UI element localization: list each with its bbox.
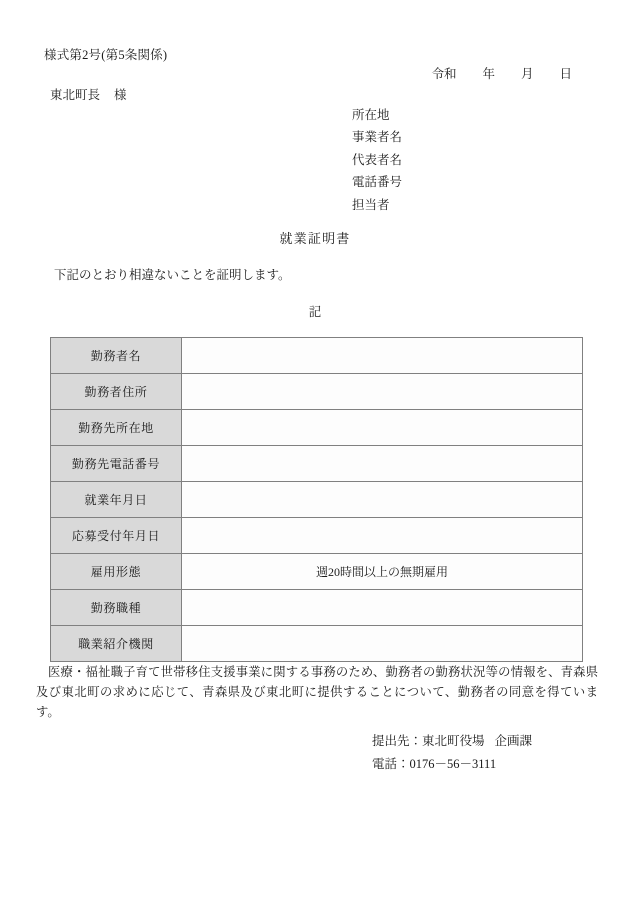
issuer-field-location: 所在地	[352, 108, 390, 122]
row-label-worker-name: 勤務者名	[51, 338, 182, 374]
consent-paragraph: 医療・福祉職子育て世帯移住支援事業に関する事務のため、勤務者の勤務状況等の情報を、青森県及び東北町の求めに応じて、青森県及び東北町に提供することについて、勤務者の同意を得ています。	[36, 665, 598, 719]
month-unit: 月	[520, 67, 534, 81]
table-row	[51, 518, 583, 554]
row-value-employment-type[interactable]: 週20時間以上の無期雇用	[182, 554, 583, 590]
page-title: 就業証明書	[279, 231, 351, 246]
table-row	[51, 590, 583, 626]
row-label-worker-address: 勤務者住所	[51, 374, 182, 410]
table-row	[51, 410, 583, 446]
table-row	[51, 626, 583, 662]
row-value-application-received-date[interactable]	[182, 518, 583, 554]
footer-contact-block	[372, 730, 532, 776]
issuer-field-contact-person: 担当者	[352, 197, 390, 212]
row-label-job-placement-agency: 職業紹介機関	[51, 626, 182, 662]
certification-statement: 下記のとおり相違ないことを証明します。	[54, 268, 291, 282]
row-value-workplace-phone[interactable]	[182, 446, 583, 482]
employment-details-table	[50, 337, 583, 662]
row-label-job-category: 勤務職種	[51, 590, 182, 626]
row-value-job-placement-agency[interactable]	[182, 626, 583, 662]
footer-submit-to	[372, 730, 532, 753]
table-row	[51, 374, 583, 410]
row-value-job-category[interactable]	[182, 590, 583, 626]
table-body	[51, 338, 583, 662]
row-label-employment-date: 就業年月日	[51, 482, 182, 518]
row-value-worker-address[interactable]	[182, 374, 583, 410]
issuer-field-business-name: 事業者名	[352, 130, 403, 145]
era-label: 令和	[431, 67, 457, 81]
addressee-name: 東北町長	[50, 88, 101, 102]
addressee	[50, 85, 127, 103]
issuer-information-block	[352, 104, 402, 216]
issuer-field-phone-number: 電話番号	[352, 175, 403, 190]
table-row	[51, 554, 583, 590]
year-unit: 年	[482, 67, 495, 81]
table-row	[51, 482, 583, 518]
table-row	[51, 446, 583, 482]
issuer-field-representative-name: 代表者名	[352, 152, 403, 167]
footer-submit-to-office: 提出先：東北町役場	[372, 734, 485, 748]
date-line	[0, 64, 572, 82]
row-value-workplace-location[interactable]	[182, 410, 583, 446]
addressee-honorific: 様	[114, 88, 127, 102]
ki-mark: 記	[308, 305, 322, 319]
row-label-workplace-location: 勤務先所在地	[51, 410, 182, 446]
footer-phone: 電話：0176－56－3111	[372, 757, 497, 771]
row-value-worker-name[interactable]	[182, 338, 583, 374]
day-unit: 日	[559, 67, 572, 81]
form-number: 様式第2号(第5条関係)	[44, 48, 168, 62]
row-label-application-received-date: 応募受付年月日	[51, 518, 182, 554]
table-row	[51, 338, 583, 374]
footer-submit-to-division: 企画課	[494, 734, 533, 748]
row-label-employment-type: 雇用形態	[51, 554, 182, 590]
row-value-employment-date[interactable]	[182, 482, 583, 518]
row-label-workplace-phone: 勤務先電話番号	[51, 446, 182, 482]
